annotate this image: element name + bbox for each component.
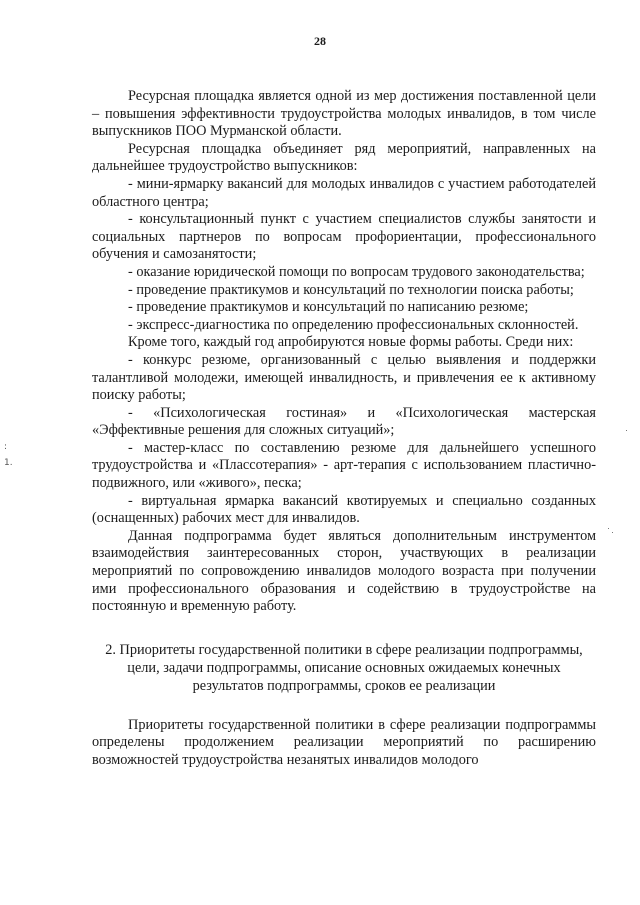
list-item: - конкурс резюме, организованный с целью выявления и поддержки талантливой молодежи, имеющей инвалидность, и привлечения ее к активному поиску работы; bbox=[92, 351, 596, 404]
paragraph: Ресурсная площадка объединяет ряд мероприятий, направленных на дальнейшее трудоустройство выпускников: bbox=[92, 140, 596, 175]
list-item: - проведение практикумов и консультаций по написанию резюме; bbox=[128, 299, 529, 316]
list-item: - мастер-класс по составлению резюме для дальнейшего успешного трудоустройства и «Плассотерапия» - арт-терапия с использованием пластично-подвижного, или «живого», песка; bbox=[92, 439, 596, 492]
margin-mark: : bbox=[4, 442, 8, 452]
paragraph: Приоритеты государственной политики в сфере реализации подпрограммы определены продолжением реализации мероприятий по расширению возможностей трудоустройства незанятых инвалидов молодого bbox=[92, 716, 596, 768]
list-item: - проведение практикумов и консультаций по технологии поиска работы; bbox=[128, 281, 574, 298]
list-item: - консультационный пункт с участием специалистов службы занятости и социальных партнеров по вопросам профориентации, профессионального обучения и самозанятости; bbox=[92, 211, 596, 263]
list-item: - виртуальная ярмарка вакансий квотируемых и специально созданных (оснащенных) рабочих мест для инвалидов. bbox=[92, 492, 596, 527]
list-item: - мини-ярмарку вакансий для молодых инвалидов с участием работодателей областного центра; bbox=[92, 175, 596, 210]
paragraph: Ресурсная площадка является одной из мер достижения поставленной цели – повышения эффективности трудоустройства молодых инвалидов, в том числе выпускников ПОО Мурманской области. bbox=[92, 88, 596, 140]
page-number: 28 bbox=[314, 34, 326, 48]
document-body bbox=[92, 88, 596, 770]
paragraph: Кроме того, каждый год апробируются новые формы работы. Среди них: bbox=[128, 334, 574, 351]
scan-speck bbox=[608, 528, 609, 529]
section-heading: 2. Приоритеты государственной политики в сфере реализации подпрограммы, цели, задачи подпрограммы, описание основных ожидаемых конечных результатов подпрограммы, сроков ее реализации bbox=[105, 641, 583, 694]
scan-speck bbox=[626, 430, 627, 431]
list-item: - оказание юридической помощи по вопросам трудового законодательства; bbox=[128, 263, 585, 280]
spacer bbox=[92, 695, 596, 717]
paragraph: Данная подпрограмма будет являться дополнительным инструментом взаимодействия заинтересованных сторон, участвующих в реализации мероприятий по сопровождению инвалидов молодого возраста при получении ими профессионального образования и содействию в трудоустройстве на постоянную и временную работу. bbox=[92, 527, 596, 615]
margin-mark: 1. bbox=[4, 458, 13, 468]
list-item: - «Психологическая гостиная» и «Психологическая мастерская «Эффективные решения для сложных ситуаций»; bbox=[92, 404, 596, 439]
list-item: - экспресс-диагностика по определению профессиональных склонностей. bbox=[128, 316, 579, 333]
scan-speck bbox=[612, 532, 613, 533]
